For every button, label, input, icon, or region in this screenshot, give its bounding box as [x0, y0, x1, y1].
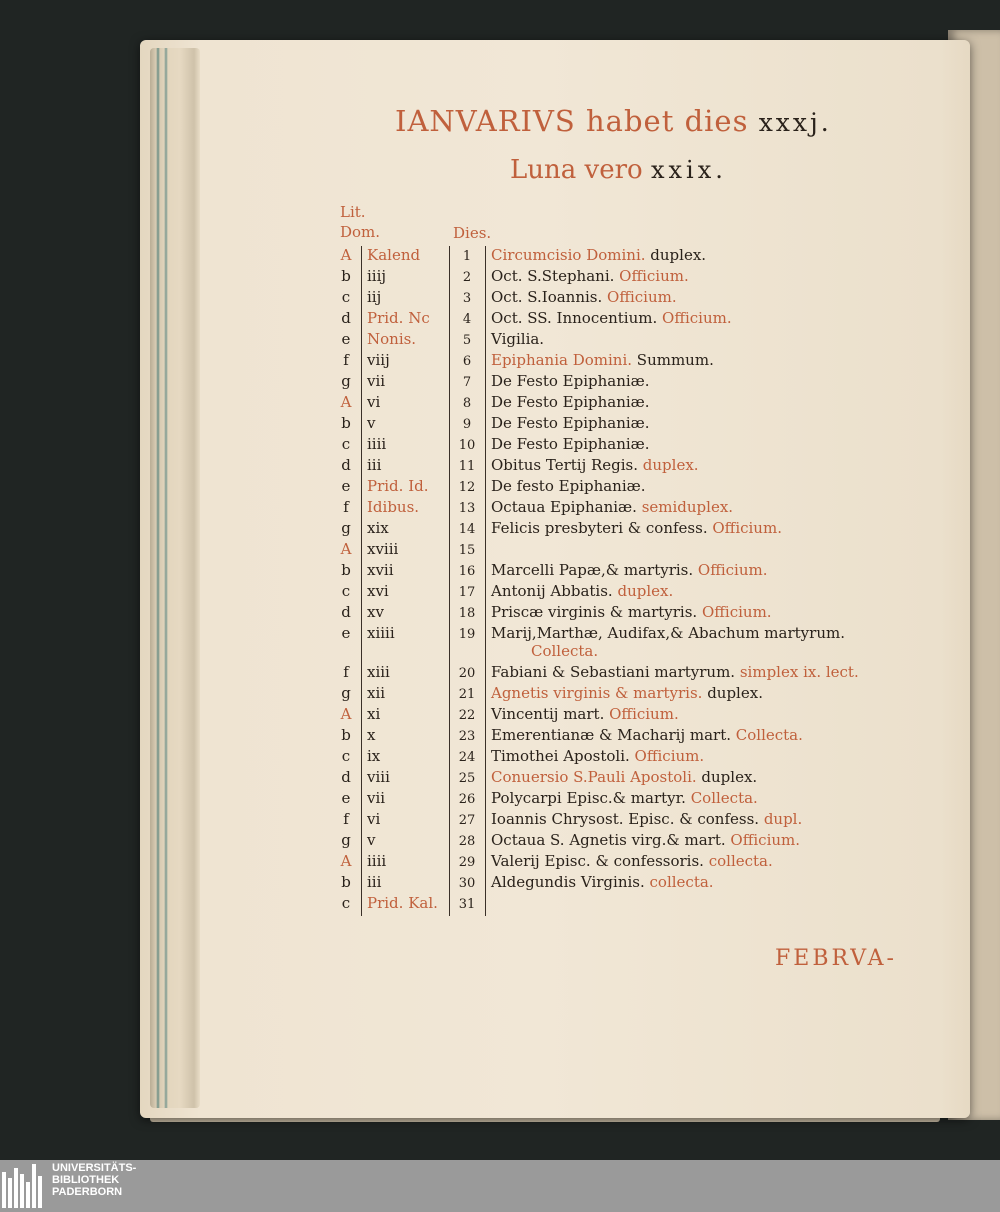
rubric-text: collecta.	[644, 873, 714, 891]
rubric-text: Conuersio S.Pauli Apostoli.	[491, 768, 697, 786]
day-number: 25	[458, 771, 476, 786]
dominical-letter: b	[341, 873, 351, 891]
day-number: 13	[458, 501, 476, 516]
table-row	[0, 768, 1000, 789]
dominical-letter: b	[341, 267, 351, 285]
day-number: 28	[458, 834, 476, 849]
feast-text: De Festo Epiphaniæ.	[491, 372, 650, 390]
dominical-letter: d	[341, 603, 351, 621]
day-number: 29	[458, 855, 476, 870]
rubric-text: Officium.	[614, 267, 689, 285]
dominical-letter: A	[340, 393, 352, 411]
feast-text: Timothei Apostoli.	[491, 747, 630, 765]
library-name	[52, 1162, 136, 1198]
library-name-line2: BIBLIOTHEK	[52, 1174, 120, 1186]
feast-entry	[491, 582, 673, 600]
feast-text: Antonij Abbatis.	[491, 582, 613, 600]
dominical-letter: b	[341, 561, 351, 579]
subtitle-count: xxix.	[650, 156, 727, 184]
feast-text: Valerij Episc. & confessoris.	[491, 852, 704, 870]
table-row	[0, 519, 1000, 540]
roman-date: v	[367, 414, 376, 432]
feast-entry	[491, 246, 706, 264]
roman-date: iiij	[367, 267, 387, 285]
feast-entry	[491, 456, 699, 474]
feast-entry	[491, 561, 768, 579]
feast-text: Felicis presbyteri & confess.	[491, 519, 708, 537]
rubric-text: dupl.	[759, 810, 803, 828]
rubric-text: duplex.	[638, 456, 699, 474]
subtitle-text: Luna vero	[510, 155, 651, 185]
feast-text: De Festo Epiphaniæ.	[491, 435, 650, 453]
dominical-letter: c	[341, 894, 351, 912]
roman-date: xviii	[367, 540, 399, 558]
feast-entry	[491, 519, 782, 537]
feast-entry	[491, 477, 646, 495]
day-number: 7	[462, 375, 472, 390]
table-row	[0, 894, 1000, 915]
roman-date: xv	[367, 603, 384, 621]
feast-text: duplex.	[645, 246, 707, 264]
day-number: 26	[458, 792, 476, 807]
day-number: 12	[458, 480, 476, 495]
feast-text: Oct. S.Ioannis.	[491, 288, 603, 306]
rubric-text: Epiphania Domini.	[491, 351, 633, 369]
dominical-letter: b	[341, 414, 351, 432]
dominical-letter: d	[341, 456, 351, 474]
rubric-text: collecta.	[703, 852, 773, 870]
feast-entry	[491, 768, 757, 786]
roman-date: Kalend	[367, 246, 421, 264]
roman-date: iii	[367, 873, 382, 891]
roman-date: viii	[367, 768, 390, 786]
day-number: 11	[458, 459, 476, 474]
day-number: 2	[462, 270, 472, 285]
day-number: 10	[458, 438, 476, 453]
table-row	[0, 726, 1000, 747]
roman-date: viij	[367, 351, 390, 369]
table-row	[0, 873, 1000, 894]
day-number: 5	[462, 333, 472, 348]
feast-entry	[491, 747, 704, 765]
roman-date: vii	[367, 789, 386, 807]
title-text: IANVARIVS habet dies	[395, 104, 759, 138]
feast-entry	[491, 810, 802, 828]
roman-date: Prid. Id.	[367, 477, 429, 495]
table-row	[0, 330, 1000, 351]
day-number: 1	[462, 249, 472, 264]
rubric-text: semiduplex.	[636, 498, 734, 516]
feast-entry	[491, 831, 800, 849]
day-number: 18	[458, 606, 476, 621]
dominical-letter: e	[341, 624, 351, 642]
feast-text: Aldegundis Virginis.	[491, 873, 645, 891]
dominical-letter: e	[341, 477, 351, 495]
table-row	[0, 267, 1000, 288]
table-row	[0, 582, 1000, 603]
footer-bar	[0, 1160, 1000, 1212]
table-row	[0, 414, 1000, 435]
dominical-letter: f	[343, 498, 349, 516]
page-subtitle	[510, 155, 727, 185]
dominical-letter: b	[341, 726, 351, 744]
feast-text: Oct. SS. Innocentium.	[491, 309, 658, 327]
roman-date: xvi	[367, 582, 389, 600]
rubric-text: Officium.	[629, 747, 705, 765]
day-number: 8	[462, 396, 472, 411]
day-number: 6	[462, 354, 472, 369]
feast-text: Summum.	[632, 351, 714, 369]
rubric-text: simplex ix. lect.	[735, 663, 859, 681]
day-number: 23	[458, 729, 476, 744]
rubric-text: Officium.	[602, 288, 677, 306]
day-number: 19	[458, 627, 476, 642]
dominical-letter: g	[341, 684, 351, 702]
table-row	[0, 372, 1000, 393]
day-number: 22	[458, 708, 476, 723]
catchword: FEBRVA-	[775, 946, 897, 971]
column-header-lit: Lit.	[340, 203, 366, 221]
feast-text: Oct. S.Stephani.	[491, 267, 615, 285]
feast-text: Octaua S. Agnetis virg.& mart.	[491, 831, 726, 849]
day-number: 3	[462, 291, 472, 306]
rubric-text: Collecta.	[685, 789, 758, 807]
table-row	[0, 540, 1000, 561]
dominical-letter: e	[341, 789, 351, 807]
feast-text: Fabiani & Sebastiani martyrum.	[491, 663, 736, 681]
roman-date: Prid. Kal.	[367, 894, 438, 912]
rubric-text: Officium.	[697, 603, 772, 621]
dominical-letter: A	[340, 540, 352, 558]
dominical-letter: g	[341, 831, 351, 849]
feast-entry	[491, 498, 733, 516]
day-number: 20	[458, 666, 476, 681]
day-number: 4	[462, 312, 472, 327]
roman-date: Idibus.	[367, 498, 420, 516]
dominical-letter: g	[341, 519, 351, 537]
table-row	[0, 705, 1000, 726]
page-title	[395, 104, 832, 138]
table-row	[0, 288, 1000, 309]
feast-entry	[491, 435, 650, 453]
rubric-text: Officium.	[725, 831, 801, 849]
table-row	[0, 684, 1000, 705]
feast-text: Ioannis Chrysost. Episc. & confess.	[491, 810, 760, 828]
feast-entry	[491, 309, 732, 327]
roman-date: Prid. Nc	[367, 309, 430, 327]
dominical-letter: f	[343, 351, 349, 369]
feast-entry	[491, 414, 650, 432]
feast-entry	[491, 873, 714, 891]
roman-date: ix	[367, 747, 381, 765]
feast-text: Polycarpi Episc.& martyr.	[491, 789, 686, 807]
dominical-letter: d	[341, 768, 351, 786]
dominical-letter: c	[341, 435, 351, 453]
day-number: 9	[462, 417, 472, 432]
library-name-line3: PADERBORN	[52, 1186, 123, 1198]
feast-text: Priscæ virginis & martyris.	[491, 603, 698, 621]
table-row-continuation	[0, 642, 1000, 663]
table-row	[0, 351, 1000, 372]
rubric-text: Officium.	[604, 705, 679, 723]
dominical-letter: e	[341, 330, 351, 348]
table-row	[0, 831, 1000, 852]
table-row	[0, 456, 1000, 477]
table-row	[0, 309, 1000, 330]
dominical-letter: c	[341, 747, 351, 765]
feast-entry	[491, 372, 650, 390]
rubric-text: Officium.	[657, 309, 732, 327]
table-row	[0, 393, 1000, 414]
feast-entry	[491, 663, 859, 681]
library-logo-icon	[2, 1164, 46, 1208]
feast-text: Octaua Epiphaniæ.	[491, 498, 637, 516]
day-number: 21	[458, 687, 476, 702]
feast-text: De Festo Epiphaniæ.	[491, 414, 650, 432]
roman-date: xii	[367, 684, 386, 702]
feast-entry	[491, 789, 758, 807]
roman-date: xiiii	[367, 624, 395, 642]
roman-date: vi	[367, 810, 381, 828]
day-number: 14	[458, 522, 476, 537]
roman-date: x	[367, 726, 376, 744]
feast-text: De festo Epiphaniæ.	[491, 477, 646, 495]
day-number: 30	[458, 876, 476, 891]
roman-date: vi	[367, 393, 381, 411]
roman-date: iii	[367, 456, 382, 474]
rubric-text: Collecta.	[531, 642, 599, 660]
rubric-text: Circumcisio Domini.	[491, 246, 646, 264]
feast-entry	[491, 393, 650, 411]
table-row	[0, 852, 1000, 873]
table-row	[0, 747, 1000, 768]
dominical-letter: c	[341, 288, 351, 306]
column-header-dom: Dom.	[340, 223, 381, 241]
roman-date: xiii	[367, 663, 390, 681]
table-row	[0, 603, 1000, 624]
table-row	[0, 435, 1000, 456]
table-row	[0, 810, 1000, 831]
day-number: 17	[458, 585, 476, 600]
dominical-letter: d	[341, 309, 351, 327]
roman-date: v	[367, 831, 376, 849]
feast-text: duplex.	[696, 768, 758, 786]
table-row	[0, 663, 1000, 684]
roman-date: iiii	[367, 435, 387, 453]
library-name-line1: UNIVERSITÄTS-	[52, 1162, 137, 1174]
feast-entry	[491, 684, 763, 702]
table-row	[0, 246, 1000, 267]
feast-entry	[491, 705, 679, 723]
feast-text: Vincentij mart.	[491, 705, 605, 723]
roman-date: iiii	[367, 852, 387, 870]
roman-date: xix	[367, 519, 389, 537]
table-row	[0, 498, 1000, 519]
title-count: xxxj.	[758, 108, 832, 137]
feast-entry	[491, 330, 544, 348]
dominical-letter: g	[341, 372, 351, 390]
rubric-text: Collecta.	[731, 726, 803, 744]
day-number: 15	[458, 543, 476, 558]
roman-date: vii	[367, 372, 386, 390]
feast-entry	[491, 603, 772, 621]
dominical-letter: A	[340, 246, 352, 264]
day-number: 16	[458, 564, 476, 579]
roman-date: xi	[367, 705, 381, 723]
feast-text: Marcelli Papæ,& martyris.	[491, 561, 694, 579]
roman-date: iij	[367, 288, 382, 306]
dominical-letter: f	[343, 810, 349, 828]
rubric-text: Officium.	[693, 561, 768, 579]
rubric-text: Agnetis virginis & martyris.	[491, 684, 703, 702]
dominical-letter: f	[343, 663, 349, 681]
dominical-letter: c	[341, 582, 351, 600]
roman-date: Nonis.	[367, 330, 417, 348]
feast-text: De Festo Epiphaniæ.	[491, 393, 650, 411]
feast-entry	[491, 288, 677, 306]
day-number: 24	[458, 750, 476, 765]
feast-entry	[491, 852, 773, 870]
feast-text: Marij,Marthæ, Audifax,& Abachum martyrum.	[491, 624, 845, 642]
day-number: 27	[458, 813, 476, 828]
feast-entry	[491, 726, 803, 744]
dominical-letter: A	[340, 852, 352, 870]
feast-text: Vigilia.	[491, 330, 545, 348]
rubric-text: duplex.	[612, 582, 674, 600]
day-number: 31	[458, 897, 476, 912]
table-row	[0, 561, 1000, 582]
dominical-letter: A	[340, 705, 352, 723]
table-row	[0, 477, 1000, 498]
column-header-dies: Dies.	[453, 224, 492, 242]
rubric-text: Officium.	[707, 519, 782, 537]
feast-text: Emerentianæ & Macharij mart.	[491, 726, 731, 744]
feast-text: Obitus Tertij Regis.	[491, 456, 639, 474]
feast-entry	[491, 267, 689, 285]
feast-text: duplex.	[702, 684, 763, 702]
feast-entry	[491, 624, 845, 642]
table-row	[0, 789, 1000, 810]
feast-entry	[491, 351, 714, 369]
roman-date: xvii	[367, 561, 394, 579]
